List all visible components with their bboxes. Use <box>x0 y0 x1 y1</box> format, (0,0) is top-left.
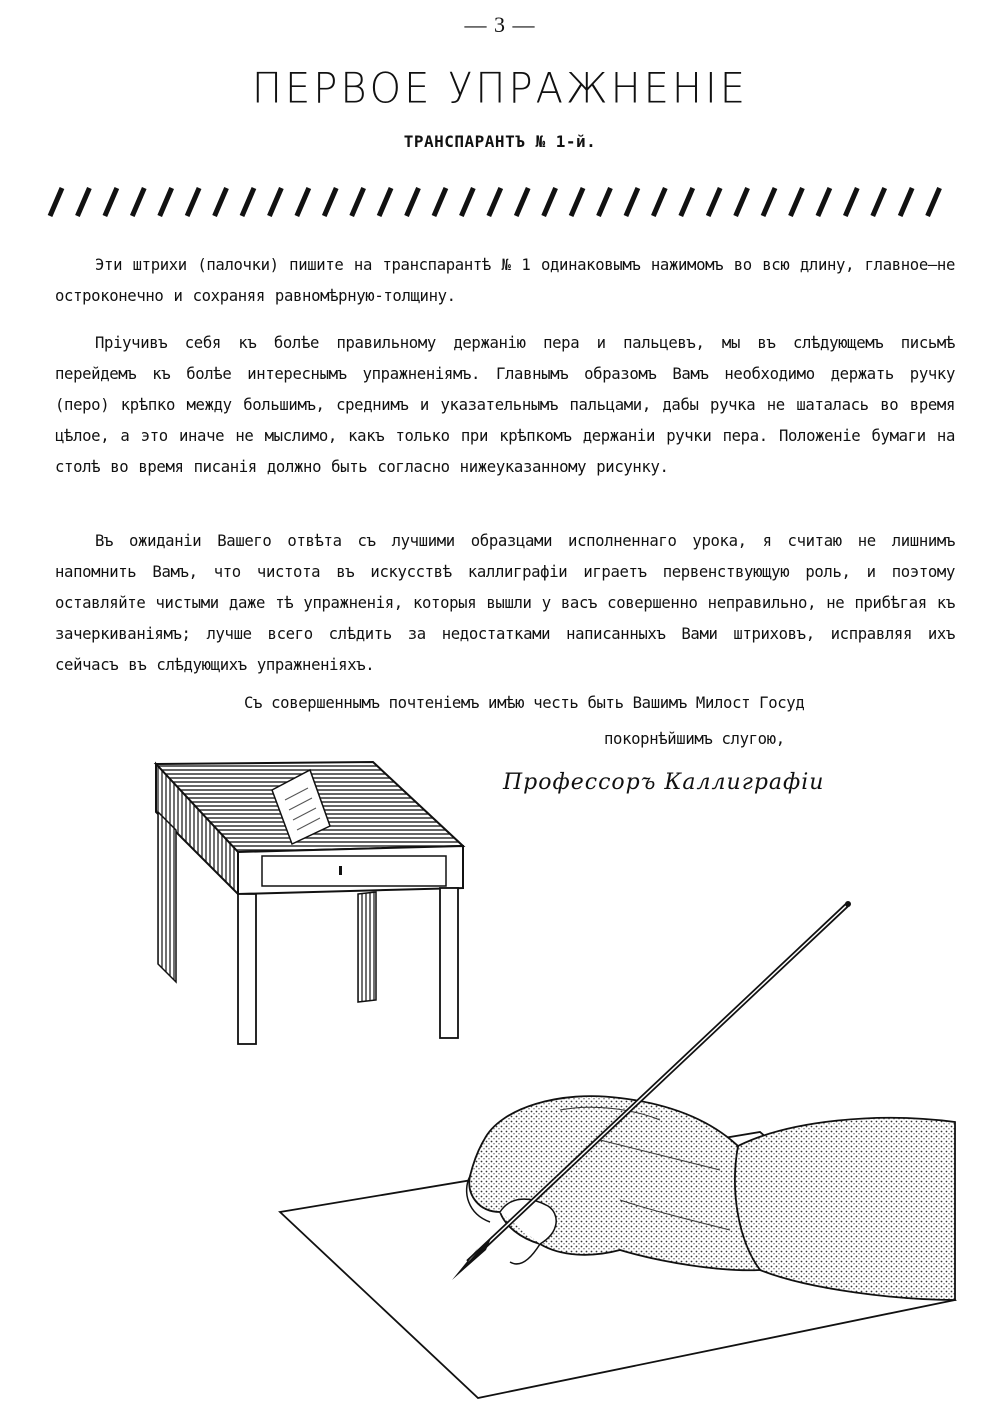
signature: Профессоръ Каллиграфіи <box>503 770 825 795</box>
paragraph-text: Пріучивъ себя къ болѣе правильному держанію пера и пальцевъ, мы въ слѣдующемъ письмѣ перейдемъ къ болѣе интереснымъ упражненіямъ. Главнымъ образомъ Вамъ необходимо держать ручку (перо) крѣпко между большимъ, среднимъ и указательнымъ пальцами, дабы ручка не шаталась во время цѣлое, а это иначе не мыслимо, какъ только при крѣпкомъ держаніи ручки пера. Положеніе бумаги на столѣ во время писанія должно быть согласно нижеуказанному рисунку. <box>55 334 955 476</box>
page-number: — 3 — <box>464 12 536 37</box>
closing-servant: покорнѣйшимъ слугою, <box>604 730 785 748</box>
page-subtitle: ТРАНСПАРАНТЪ № 1-й. <box>403 132 597 151</box>
paragraph-text: Эти штрихи (палочки) пишите на транспарантѣ № 1 одинаковымъ нажимомъ во всю длину, главное—не остроконечно и сохраняя равномѣрную-толщину. <box>55 256 955 305</box>
paragraph-text: Въ ожиданіи Вашего отвѣта съ лучшими образцами исполненнаго урока, я считаю не лишнимъ напомнить Вамъ, что чистота въ искусствѣ каллиграфіи играетъ первенствующую роль, и поэтому оставляйте чистыми даже тѣ упражненія, которыя вышли у васъ совершенно неправильно, не прибѣгая къ зачеркиваніямъ; лучше всего слѣдить за недостатками написанныхъ Вами штриховъ, исправляя ихъ сейчасъ въ слѣдующихъ упражненіяхъ. <box>55 532 955 674</box>
closing-line: Съ совершеннымъ почтеніемъ имѣю честь быть Вашимъ Милост Госуд <box>244 694 805 712</box>
page-title: ПЕРВОЕ УПРАЖНЕНІЕ <box>251 64 749 114</box>
